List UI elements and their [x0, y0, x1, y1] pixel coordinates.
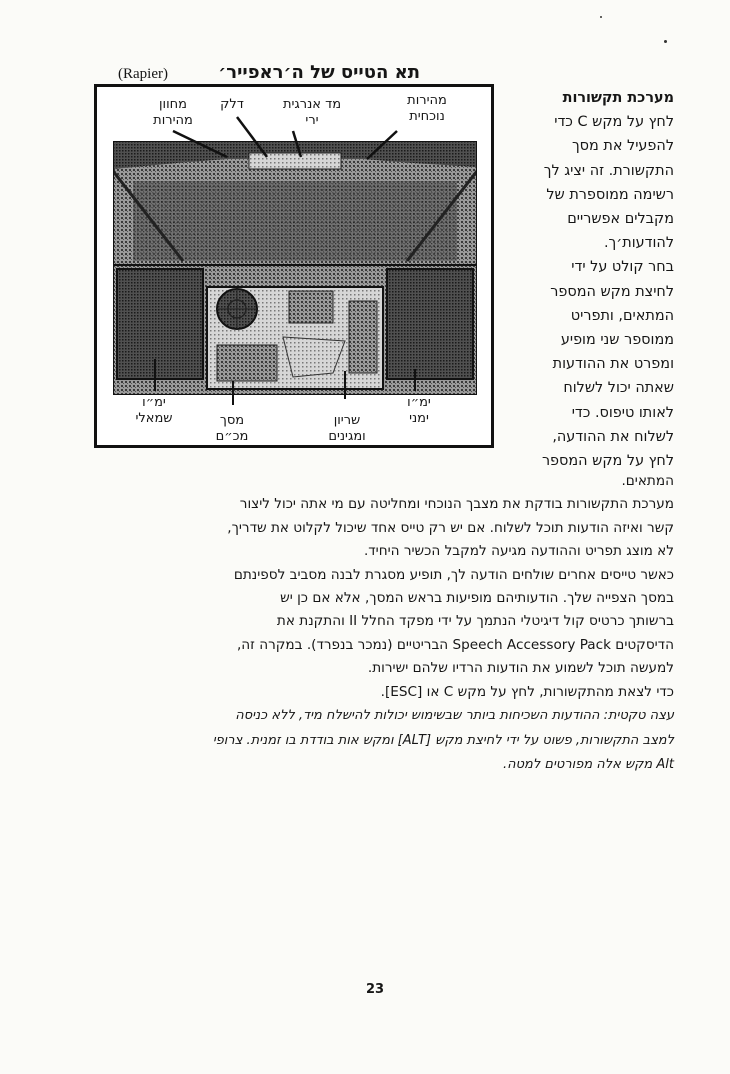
tactical-tip-line: עצה טקטית: ההודעות השכיחות ביותר שבשימוש יכולות להישלח מיד, ללא כניסה [235, 708, 674, 724]
figure-title [118, 62, 420, 86]
side-line: לאותו טיפוס. כדי [571, 404, 674, 421]
print-speck [600, 16, 602, 18]
side-line: לחץ על מקש C כדי [554, 114, 674, 131]
side-line: לשלוח את ההודעה, [552, 428, 674, 445]
print-speck [664, 40, 667, 43]
page-number: 23 [365, 982, 385, 997]
tactical-tip-line: Alt מקש אלה מפורטים למטה. [502, 757, 674, 773]
side-line: מקבלים אפשריים [567, 211, 674, 228]
paragraph-line: קשר ואיזה הודעות תוכל לשלוח. אם יש רק טייס אחד שיכול לקלוט את שדריך, [227, 519, 674, 536]
side-line: שאתה יכול לשלוח [563, 380, 674, 397]
paragraph-line: מערכת התקשורות בודקת את מצבך הנוכחי ומחליטה עם מי אתה יכול ליצור [239, 496, 674, 513]
label-screen: מסך מכ״ם [215, 413, 249, 444]
paragraph-line: לא מוצג תפריט וההודעה מגיעה למקבל הכשיר היחיד. [363, 543, 674, 560]
communications-side-column [508, 86, 674, 473]
label-current-speed: מהירות נוכחית [407, 93, 447, 124]
label-energy-gauge: מד אנרגית ירי [282, 97, 342, 128]
label-armor-shields: שריון ומגינים [328, 413, 366, 444]
cockpit-illustration [113, 141, 477, 395]
label-speed-magazine: מחוון מהירות [153, 97, 193, 128]
paragraph-line: ברשותך כרטיס קול דיגיטלי הנתמך על ידי מפקד החלל II והתקנת את [276, 613, 674, 630]
paragraph-line: במסך הצפייה שלך. הודעותיהם מופיעות בראש המסך, אלא אם כן יש [280, 590, 674, 607]
side-line: בחר קולט על ידי [571, 259, 674, 276]
side-line: ומפרט את ההודעות [552, 356, 674, 373]
paragraph-line: כאשר טייסים אחרים שולחים הודעה לך, תופיע מסגרת לבנה מסביב לספינתם [233, 566, 674, 583]
cockpit-figure [94, 84, 494, 448]
figure-title-hebrew: תא הטייס של ה׳ראפייר׳ [218, 62, 420, 83]
section-heading: מערכת תקשורות [562, 90, 674, 106]
figure-title-english: (Rapier) [118, 66, 168, 82]
side-line: התקשורת. זה יציג לך [543, 162, 674, 179]
side-line: ממוספר שני מופיע [560, 332, 674, 349]
paragraph-line: המתאים. [621, 473, 674, 489]
paragraph-line: כדי לצאת מהתקשורות, לחץ על מקש C או [ESC]. [380, 683, 674, 700]
paragraph-line: הדיסקטים Speech Accessory Pack הבריטיים (נמכר בנפרד). במקרה זה, [236, 636, 674, 653]
side-line: לחץ על מקש המספר [541, 453, 674, 470]
side-line: להודעות׳ך. [603, 235, 674, 252]
side-line: רשימה ממוספרת של [546, 186, 674, 203]
paragraph-line: למעשה תוכל לשמוע את הודעות הרדיו שלהם ישירות. [367, 660, 674, 677]
label-right-vdu: ימ״ו ימני [407, 395, 431, 426]
side-line: להפעיל את מסך [571, 138, 674, 155]
tactical-tip-line: למצב התקשורות, פשוט על ידי לחיצת מקש [ALT] ומקש אות בודדת בו זמנית. צרופי [212, 732, 674, 748]
cockpit-screenshot [113, 141, 477, 395]
body-text [76, 470, 674, 778]
label-fuel: דלק [220, 97, 244, 112]
side-line: המתאים, ותפריט [570, 307, 674, 324]
label-left-vdu: ימ״ו שמאלי [135, 395, 173, 426]
side-line: לחיצת מקש המספר [550, 283, 674, 300]
